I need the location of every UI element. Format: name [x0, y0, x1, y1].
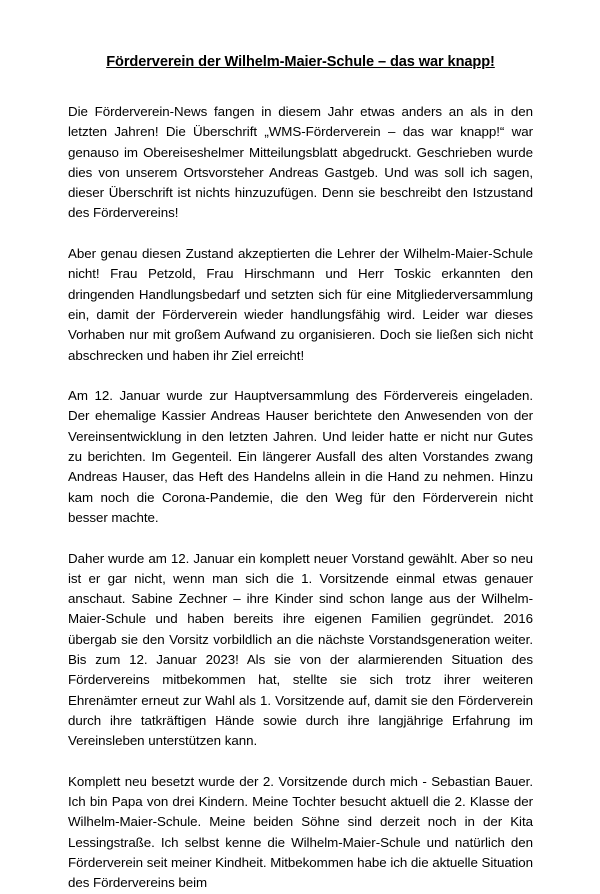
paragraph-5: Komplett neu besetzt wurde der 2. Vorsitzende durch mich - Sebastian Bauer. Ich bin Papa von drei Kindern. Meine Tochter besucht aktuell die 2. Klasse der Wilhelm-Maier-Schule. Meine beiden Söhne sind derzeit noch in der Kita Lessingstraße. Ich selbst kenne die Wilhelm-Maier-Schule und natürlich den Förderverein seit meiner Kindheit. Mitbekommen habe ich die aktuelle Situation des Fördervereins beim: [68, 773, 533, 891]
paragraph-2: Aber genau diesen Zustand akzeptierten die Lehrer der Wilhelm-Maier-Schule nicht! Frau Petzold, Frau Hirschmann und Herr Toskic erkannten den dringenden Handlungsbedarf und setzten sich für eine Mitgliederversammlung ein, damit der Förderverein wieder handlungsfähig wird. Leider war dieses Vorhaben nur mit großem Aufwand zu organisieren. Doch sie ließen sich nicht abschrecken und haben ihr Ziel erreicht!: [68, 246, 533, 363]
document-title: Förderverein der Wilhelm-Maier-Schule – das war knapp!: [106, 54, 495, 70]
paragraph-3: Am 12. Januar wurde zur Hauptversammlung des Fördervereis eingeladen. Der ehemalige Kassier Andreas Hauser berichtete den Anwesenden von der Vereinsentwicklung in den letzten Jahren. Und leider hatte er nicht nur Gutes zu berichten. Im Gegenteil. Ein längerer Ausfall des alten Vorstandes zwang Andreas Hauser, das Heft des Handelns allein in die Hand zu nehmen. Hinzu kam noch die Corona-Pandemie, die den Weg für den Förderverein nicht besser machte.: [68, 388, 533, 525]
document-page: [68, 52, 533, 894]
paragraph-4: Daher wurde am 12. Januar ein komplett neuer Vorstand gewählt. Aber so neu ist er gar nicht, wenn man sich die 1. Vorsitzende einmal etwas genauer anschaut. Sabine Zechner – ihre Kinder sind schon lange aus der Wilhelm-Maier-Schule und haben bereits ihre eigenen Familien gegründet. 2016 übergab sie den Vorsitz vorbildlich an die nächste Vorstandsgeneration weiter. Bis zum 12. Januar 2023! Als sie von der alarmierenden Situation des Fördervereins mitbekommen hat, stellte sie sich trotz ihrer weiteren Ehrenämter erneut zur Wahl als 1. Vorsitzende auf, damit sie den Förderverein durch ihre tatkräftigen Hände sowie durch ihre langjährige Erfahrung im Vereinsleben unterstützen kann.: [68, 550, 533, 749]
paragraph-1: Die Förderverein-News fangen in diesem Jahr etwas anders an als in den letzten Jahren! Die Überschrift „WMS-Förderverein – das war knapp!“ war genauso im Obereiseshelmer Mitteilungsblatt abgedruckt. Geschrieben wurde dies von unserem Ortsvorsteher Andreas Gastgeb. Und was soll ich sagen, dieser Überschrift ist nichts hinzuzufügen. Denn sie beschreibt den Istzustand des Fördervereins!: [68, 104, 533, 221]
